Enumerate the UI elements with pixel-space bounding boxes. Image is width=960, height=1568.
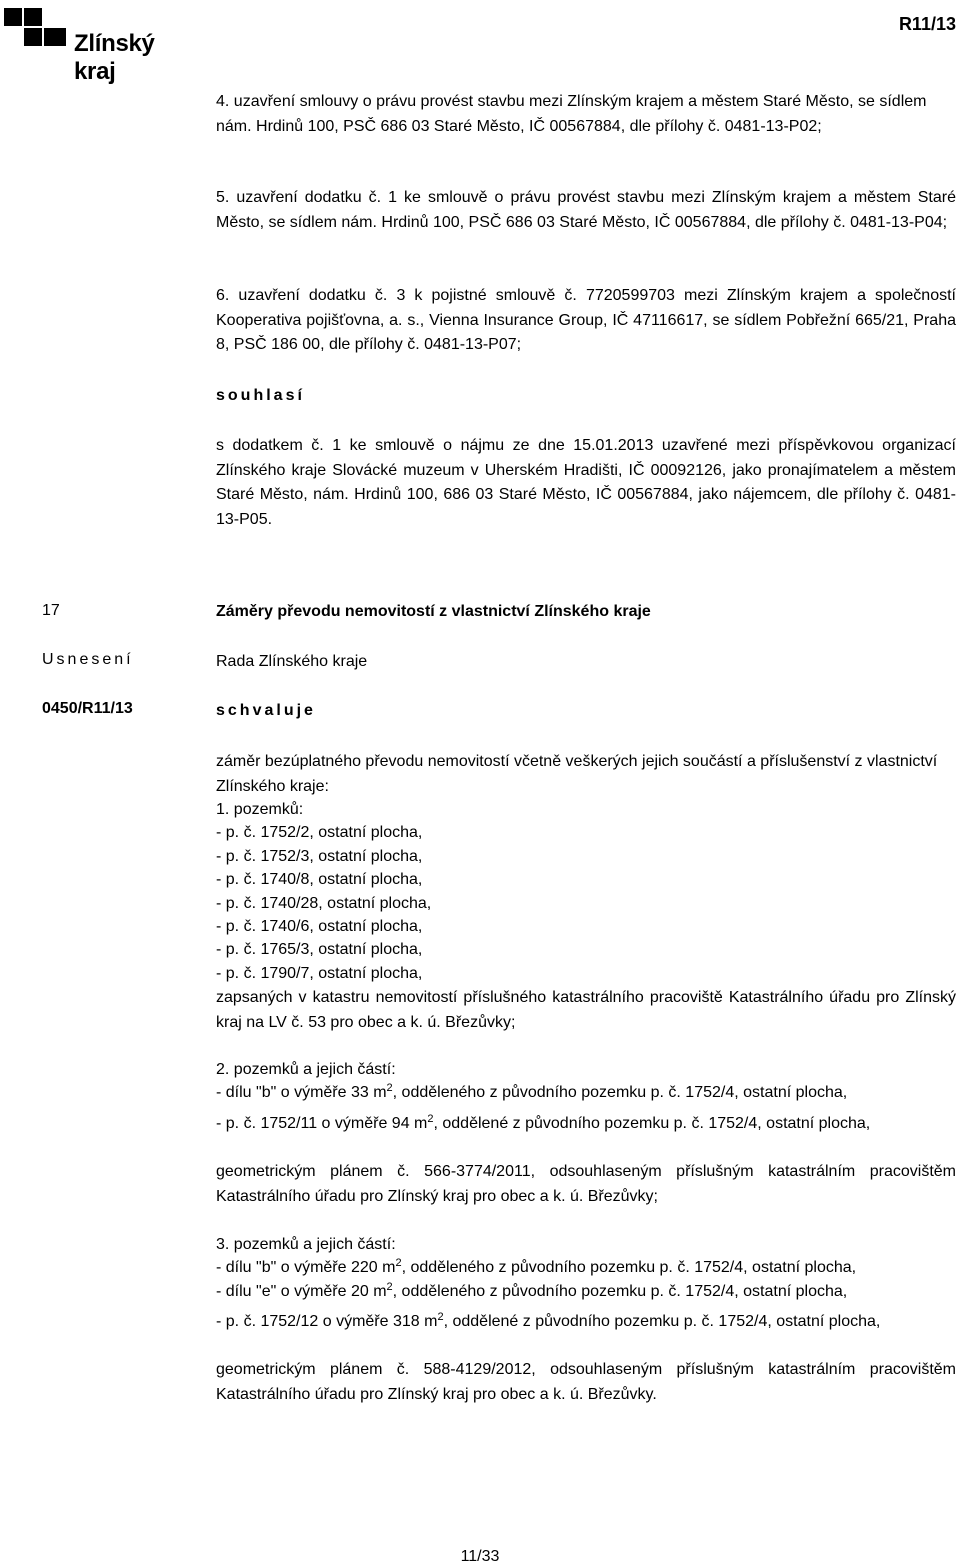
item-6 xyxy=(216,284,956,358)
logo-text: Zlínský kraj xyxy=(74,30,155,85)
part3-item-b-text: - dílu "e" o výměře 20 m xyxy=(216,1282,387,1300)
part3-item-a-tail: , odděleného z původního pozemku p. č. 1752/4, ostatní plocha, xyxy=(401,1259,857,1277)
part1-footer: zapsaných v katastru nemovitostí příslušného katastrálního pracoviště Katastrálního úřadu pro Zlínský kraj na LV č. 53 pro obec a k. ú. Březůvky; xyxy=(216,989,956,1031)
part3-item-c-tail: , oddělené z původního pozemku p. č. 1752/4, ostatní plocha, xyxy=(443,1313,881,1330)
part2-item-b-block xyxy=(216,1112,956,1137)
item-4 xyxy=(216,90,956,139)
part2-footer-block xyxy=(216,1160,956,1209)
part2-footer: geometrickým plánem č. 566-3774/2011, odsouhlaseným příslušným katastrálním pracovištěm Katastrálního úřadu pro Zlínský kraj pro obec a k. ú. Březůvky; xyxy=(216,1163,956,1205)
part3-footer: geometrickým plánem č. 588-4129/2012, odsouhlaseným příslušným katastrálním pracovištěm Katastrálního úřadu pro Zlínský kraj pro obec a k. ú. Březůvky. xyxy=(216,1361,956,1403)
list-item: - p. č. 1765/3, ostatní plocha, xyxy=(216,941,423,959)
souhlasi-text: s dodatkem č. 1 ke smlouvě o nájmu ze dne 15.01.2013 uzavřené mezi příspěvkovou organizací Zlínského kraje Slovácké muzeum v Uherském Hradišti, IČ 00092126, jako pronajímatelem a městem Staré Město, nám. Hrdinů 100, 686 03 Staré Město, IČ 00567884, jako nájemcem, dle přílohy č. 0481-13-P05. xyxy=(216,437,956,528)
list-item: - p. č. 1740/8, ostatní plocha, xyxy=(216,871,423,889)
part1-list xyxy=(216,798,956,985)
part3-item-b-tail: , odděleného z původního pozemku p. č. 1752/4, ostatní plocha, xyxy=(392,1282,848,1300)
item-4-text: 4. uzavření smlouvy o právu provést stavbu mezi Zlínským krajem a městem Staré Město, se sídlem nám. Hrdinů 100, PSČ 686 03 Staré Město, IČ 00567884, dle přílohy č. 0481-13-P02; xyxy=(216,93,927,135)
section-title-wrap xyxy=(216,600,956,625)
document-id: R11/13 xyxy=(898,14,956,34)
part3-footer-block xyxy=(216,1358,956,1407)
part3-item-c-text: - p. č. 1752/12 o výměře 318 m xyxy=(216,1313,438,1330)
part2-list xyxy=(216,1058,956,1105)
superscript: 2 xyxy=(427,1113,434,1125)
part3-item-c-block xyxy=(216,1310,956,1335)
part3-item-a xyxy=(216,1256,956,1279)
item-5 xyxy=(216,186,956,235)
council-name: Rada Zlínského kraje xyxy=(216,653,368,670)
superscript: 2 xyxy=(386,1280,393,1293)
list-item: - p. č. 1752/2, ostatní plocha, xyxy=(216,824,423,842)
page-number: 11/33 xyxy=(460,1548,500,1565)
souhlasi-block xyxy=(216,434,956,532)
part3-item-a-text: - dílu "b" o výměře 220 m xyxy=(216,1259,396,1277)
souhlasi-heading-wrap xyxy=(216,384,956,409)
verb-wrap xyxy=(216,699,956,724)
section-title: Záměry převodu nemovitostí z vlastnictví Zlínského kraje xyxy=(216,603,651,620)
part2-item-a-tail: , odděleného z původního pozemku p. č. 1752/4, ostatní plocha, xyxy=(392,1084,848,1102)
logo-mark-icon xyxy=(4,8,70,52)
part1-title: 1. pozemků: xyxy=(216,801,304,818)
part3-title: 3. pozemků a jejich částí: xyxy=(216,1236,396,1253)
superscript: 2 xyxy=(386,1082,393,1095)
superscript: 2 xyxy=(437,1311,444,1323)
souhlasi-heading: souhlasí xyxy=(216,387,305,404)
intent-intro-block xyxy=(216,750,956,799)
zlinsky-kraj-logo xyxy=(4,8,194,85)
part3-list xyxy=(216,1233,956,1303)
part2-item-a-text: - dílu "b" o výměře 33 m xyxy=(216,1084,387,1102)
part2-item-b-text: - p. č. 1752/11 o výměře 94 m xyxy=(216,1115,428,1132)
item-6-text: 6. uzavření dodatku č. 3 k pojistné smlouvě č. 7720599703 mezi Zlínským krajem a společností Kooperativa pojišťovna, a. s., Vienna Insurance Group, IČ 47116617, se sídlem Pobřežní 665/21, Praha 8, PSČ 186 00, dle přílohy č. 0481-13-P07; xyxy=(216,287,956,353)
usneseni-label: Usnesení xyxy=(42,651,134,668)
part3-item-b xyxy=(216,1280,956,1303)
list-item: - p. č. 1752/3, ostatní plocha, xyxy=(216,847,423,865)
part3-item-c xyxy=(216,1310,956,1335)
resolution-verb: schvaluje xyxy=(216,702,316,719)
resolution-id: 0450/R11/13 xyxy=(42,700,133,717)
part2-title: 2. pozemků a jejich částí: xyxy=(216,1061,396,1078)
part1-footer-block xyxy=(216,986,956,1035)
list-item: - p. č. 1740/6, ostatní plocha, xyxy=(216,918,423,936)
intent-intro: záměr bezúplatného převodu nemovitostí včetně veškerých jejich součástí a příslušenství z vlastnictví Zlínského kraje: xyxy=(216,753,938,795)
part2-item-a xyxy=(216,1081,956,1104)
list-item: - p. č. 1790/7, ostatní plocha, xyxy=(216,964,423,982)
item-5-text: 5. uzavření dodatku č. 1 ke smlouvě o právu provést stavbu mezi Zlínským krajem a městem Staré Město, se sídlem nám. Hrdinů 100, PSČ 686 03 Staré Město, IČ 00567884, dle přílohy č. 0481-13-P04; xyxy=(216,189,956,231)
list-item: - p. č. 1740/28, ostatní plocha, xyxy=(216,894,432,912)
superscript: 2 xyxy=(395,1257,402,1270)
part2-item-b-tail: , oddělené z původního pozemku p. č. 1752/4, ostatní plocha, xyxy=(433,1115,871,1132)
section-number: 17 xyxy=(42,602,60,619)
part2-item-b xyxy=(216,1112,956,1137)
